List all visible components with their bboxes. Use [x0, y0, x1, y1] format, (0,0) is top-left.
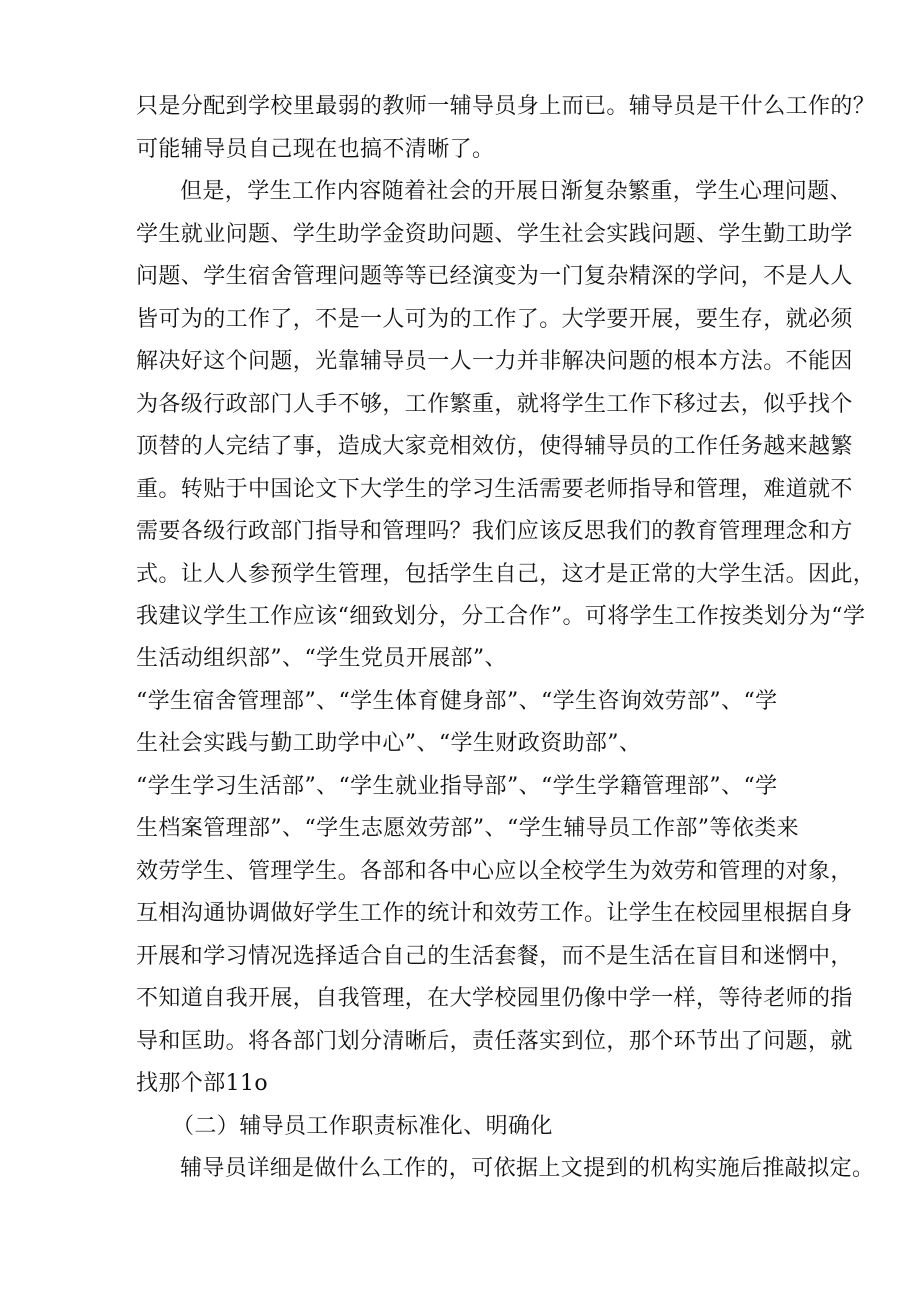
text-line: 找那个部11o [136, 1071, 269, 1096]
text-line: 生活动组织部”、“学生党员开展部”、 [136, 646, 507, 671]
text-line: 需要各级行政部门指导和管理吗？我们应该反思我们的教育管理理念和方 [136, 519, 853, 544]
text-line: 开展和学习情况选择适合自己的生活套餐，而不是生活在盲目和迷惘中， [136, 944, 853, 969]
paragraph-first-line: 但是，学生工作内容随着社会的开展日渐复杂繁重，学生心理问题、 [180, 179, 853, 204]
text-line: 导和匡助。将各部门划分清晰后，责任落实到位，那个环节出了问题，就 [136, 1029, 853, 1054]
text-line: 为各级行政部门人手不够，工作繁重，就将学生工作下移过去，似乎找个 [136, 392, 853, 417]
text-line: “学生宿舍管理部”、“学生体育健身部”、“学生咨询效劳部”、“学 [136, 689, 778, 714]
text-line: 互相沟通协调做好学生工作的统计和效劳工作。让学生在校园里根据自身 [136, 901, 853, 926]
text-line: 只是分配到学校里最弱的教师一辅导员身上而已。辅导员是干什么工作的？ [136, 94, 876, 119]
text-line: 效劳学生、管理学生。各部和各中心应以全校学生为效劳和管理的对象， [136, 859, 853, 884]
text-line: “学生学习生活部”、“学生就业指导部”、“学生学籍管理部”、“学 [136, 774, 778, 799]
text-line: 可能辅导员自己现在也搞不清晰了。 [136, 137, 495, 162]
text-line: 顶替的人完结了事，造成大家竞相效仿，使得辅导员的工作任务越来越繁 [136, 434, 853, 459]
text-line: 解决好这个问题，光靠辅导员一人一力并非解决问题的根本方法。不能因 [136, 349, 853, 374]
text-line: 皆可为的工作了，不是一人可为的工作了。大学要开展，要生存，就必须 [136, 307, 853, 332]
paragraph-first-line: 辅导员详细是做什么工作的，可依据上文提到的机构实施后推敲拟定。 [180, 1156, 875, 1181]
text-line: 生社会实践与勤工助学中心”、“学生财政资助部”、 [136, 731, 642, 756]
section-heading: （二）辅导员工作职责标准化、明确化 [172, 1114, 553, 1139]
text-line: 问题、学生宿舍管理问题等等已经演变为一门复杂精深的学问，不是人人 [136, 264, 853, 289]
text-line: 学生就业问题、学生助学金资助问题、学生社会实践问题、学生勤工助学 [136, 222, 853, 247]
text-line: 不知道自我开展，自我管理，在大学校园里仍像中学一样，等待老师的指 [136, 986, 853, 1011]
text-line: 重。转贴于中国论文下大学生的学习生活需要老师指导和管理，难道就不 [136, 477, 853, 502]
text-line: 我建议学生工作应该“细致划分，分工合作”。可将学生工作按类划分为“学 [136, 604, 866, 629]
text-line: 式。让人人参预学生管理，包括学生自己，这才是正常的大学生活。因此， [136, 562, 876, 587]
text-line: 生档案管理部”、“学生志愿效劳部”、“学生辅导员工作部”等依类来 [136, 816, 800, 841]
